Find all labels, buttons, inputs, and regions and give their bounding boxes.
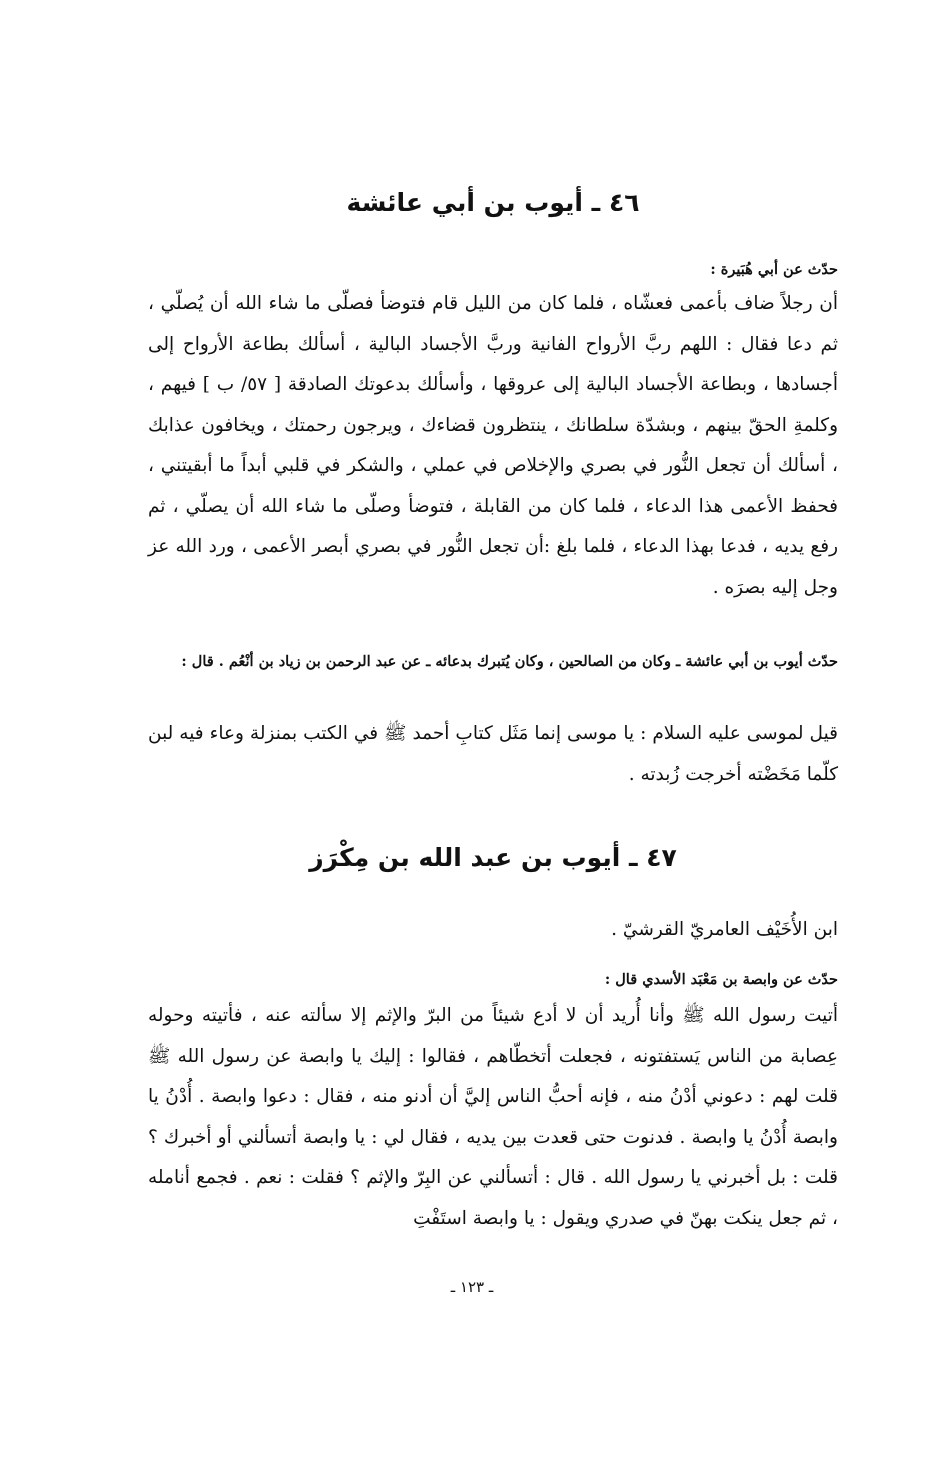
section-46-title: ٤٦ ـ أيوب بن أبي عائشة <box>346 188 640 217</box>
section-46-second-isnad: حدّث أيوب بن أبي عائشة ـ وكان من الصالحين ، وكان يُتبرك بدعائه ـ عن عبد الرحمن بن زياد بن أنْعُم . قال : <box>181 653 838 670</box>
section-47-intro: ابن الأُخَيْف العامريّ القرشيّ . <box>611 919 838 940</box>
section-47-narration: أتيت رسول الله ﷺ وأنا أُريد أن لا أدع شيئاً من البرّ والإثم إلا سألته عنه ، فأتيته وحوله عِصابة من الناس يَستفتونه ، فجعلت أتخطّاهم ، فقالوا : إليك يا وابصة عن رسول الله ﷺ قلت لهم : دعوني أدْنُ منه ، فإنه أحبُّ الناس إليَّ أن أدنو منه ، فقال : دعوا وابصة . أُدْنُ يا وابصة أُدْنُ يا وابصة . فدنوت حتى قعدت بين يديه ، فقال لي : يا وابصة أتسألني أو أخبرك ؟ قلت : بل أخبرني يا رسول الله . قال : أتسألني عن البِرّ والإثم ؟ فقلت : نعم . فجمع أنامله ، ثم جعل ينكت بهنّ في صدري ويقول : يا وابصة استَفْتِ <box>148 1005 838 1229</box>
section-46-second-narration: قيل لموسى عليه السلام : يا موسى إنما مَثَل كتابِ أحمد ﷺ في الكتب بمنزلة وعاء فيه لبن كلّما مَخَضْته أخرجت زُبدته . <box>148 723 838 785</box>
page-number: ـ ١٢٣ ـ <box>450 1278 494 1296</box>
section-47-title: ٤٧ ـ أيوب بن عبد الله بن مِكْرَز <box>309 843 677 872</box>
section-46-isnad: حدّث عن أبي هُبَيرة : <box>710 261 838 278</box>
section-46-narration: أن رجلاً ضاف بأعمى فعشّاه ، فلما كان من الليل قام فتوضأ فصلّى ما شاء الله أن يُصلّي ، ثم دعا فقال : اللهم ربَّ الأرواح الفانية وربَّ الأجساد البالية ، أسألك بطاعة الأرواح إلى أجسادها ، وبطاعة الأجساد البالية إلى عروقها ، وأسألك بدعوتك الصادقة [ ٥٧/ ب ] فيهم ، وكلمةِ الحقّ بينهم ، وبشدّة سلطانك ، ينتظرون قضاءك ، ويرجون رحمتك ، ويخافون عذابك ، أسألك أن تجعل النُّور في بصري والإخلاص في عملي ، والشكر في قلبي أبداً ما أبقيتني ، فحفظ الأعمى هذا الدعاء ، فلما كان من القابلة ، فتوضأ وصلّى ما شاء الله أن يصلّي ، ثم رفع يديه ، فدعا بهذا الدعاء ، فلما بلغ :أن تجعل النُّور في بصري أبصر الأعمى ، ورد الله عز وجل إليه بصرَه . <box>148 293 838 598</box>
section-47-isnad: حدّث عن وابصة بن مَعْبَد الأسدي قال : <box>604 971 838 988</box>
